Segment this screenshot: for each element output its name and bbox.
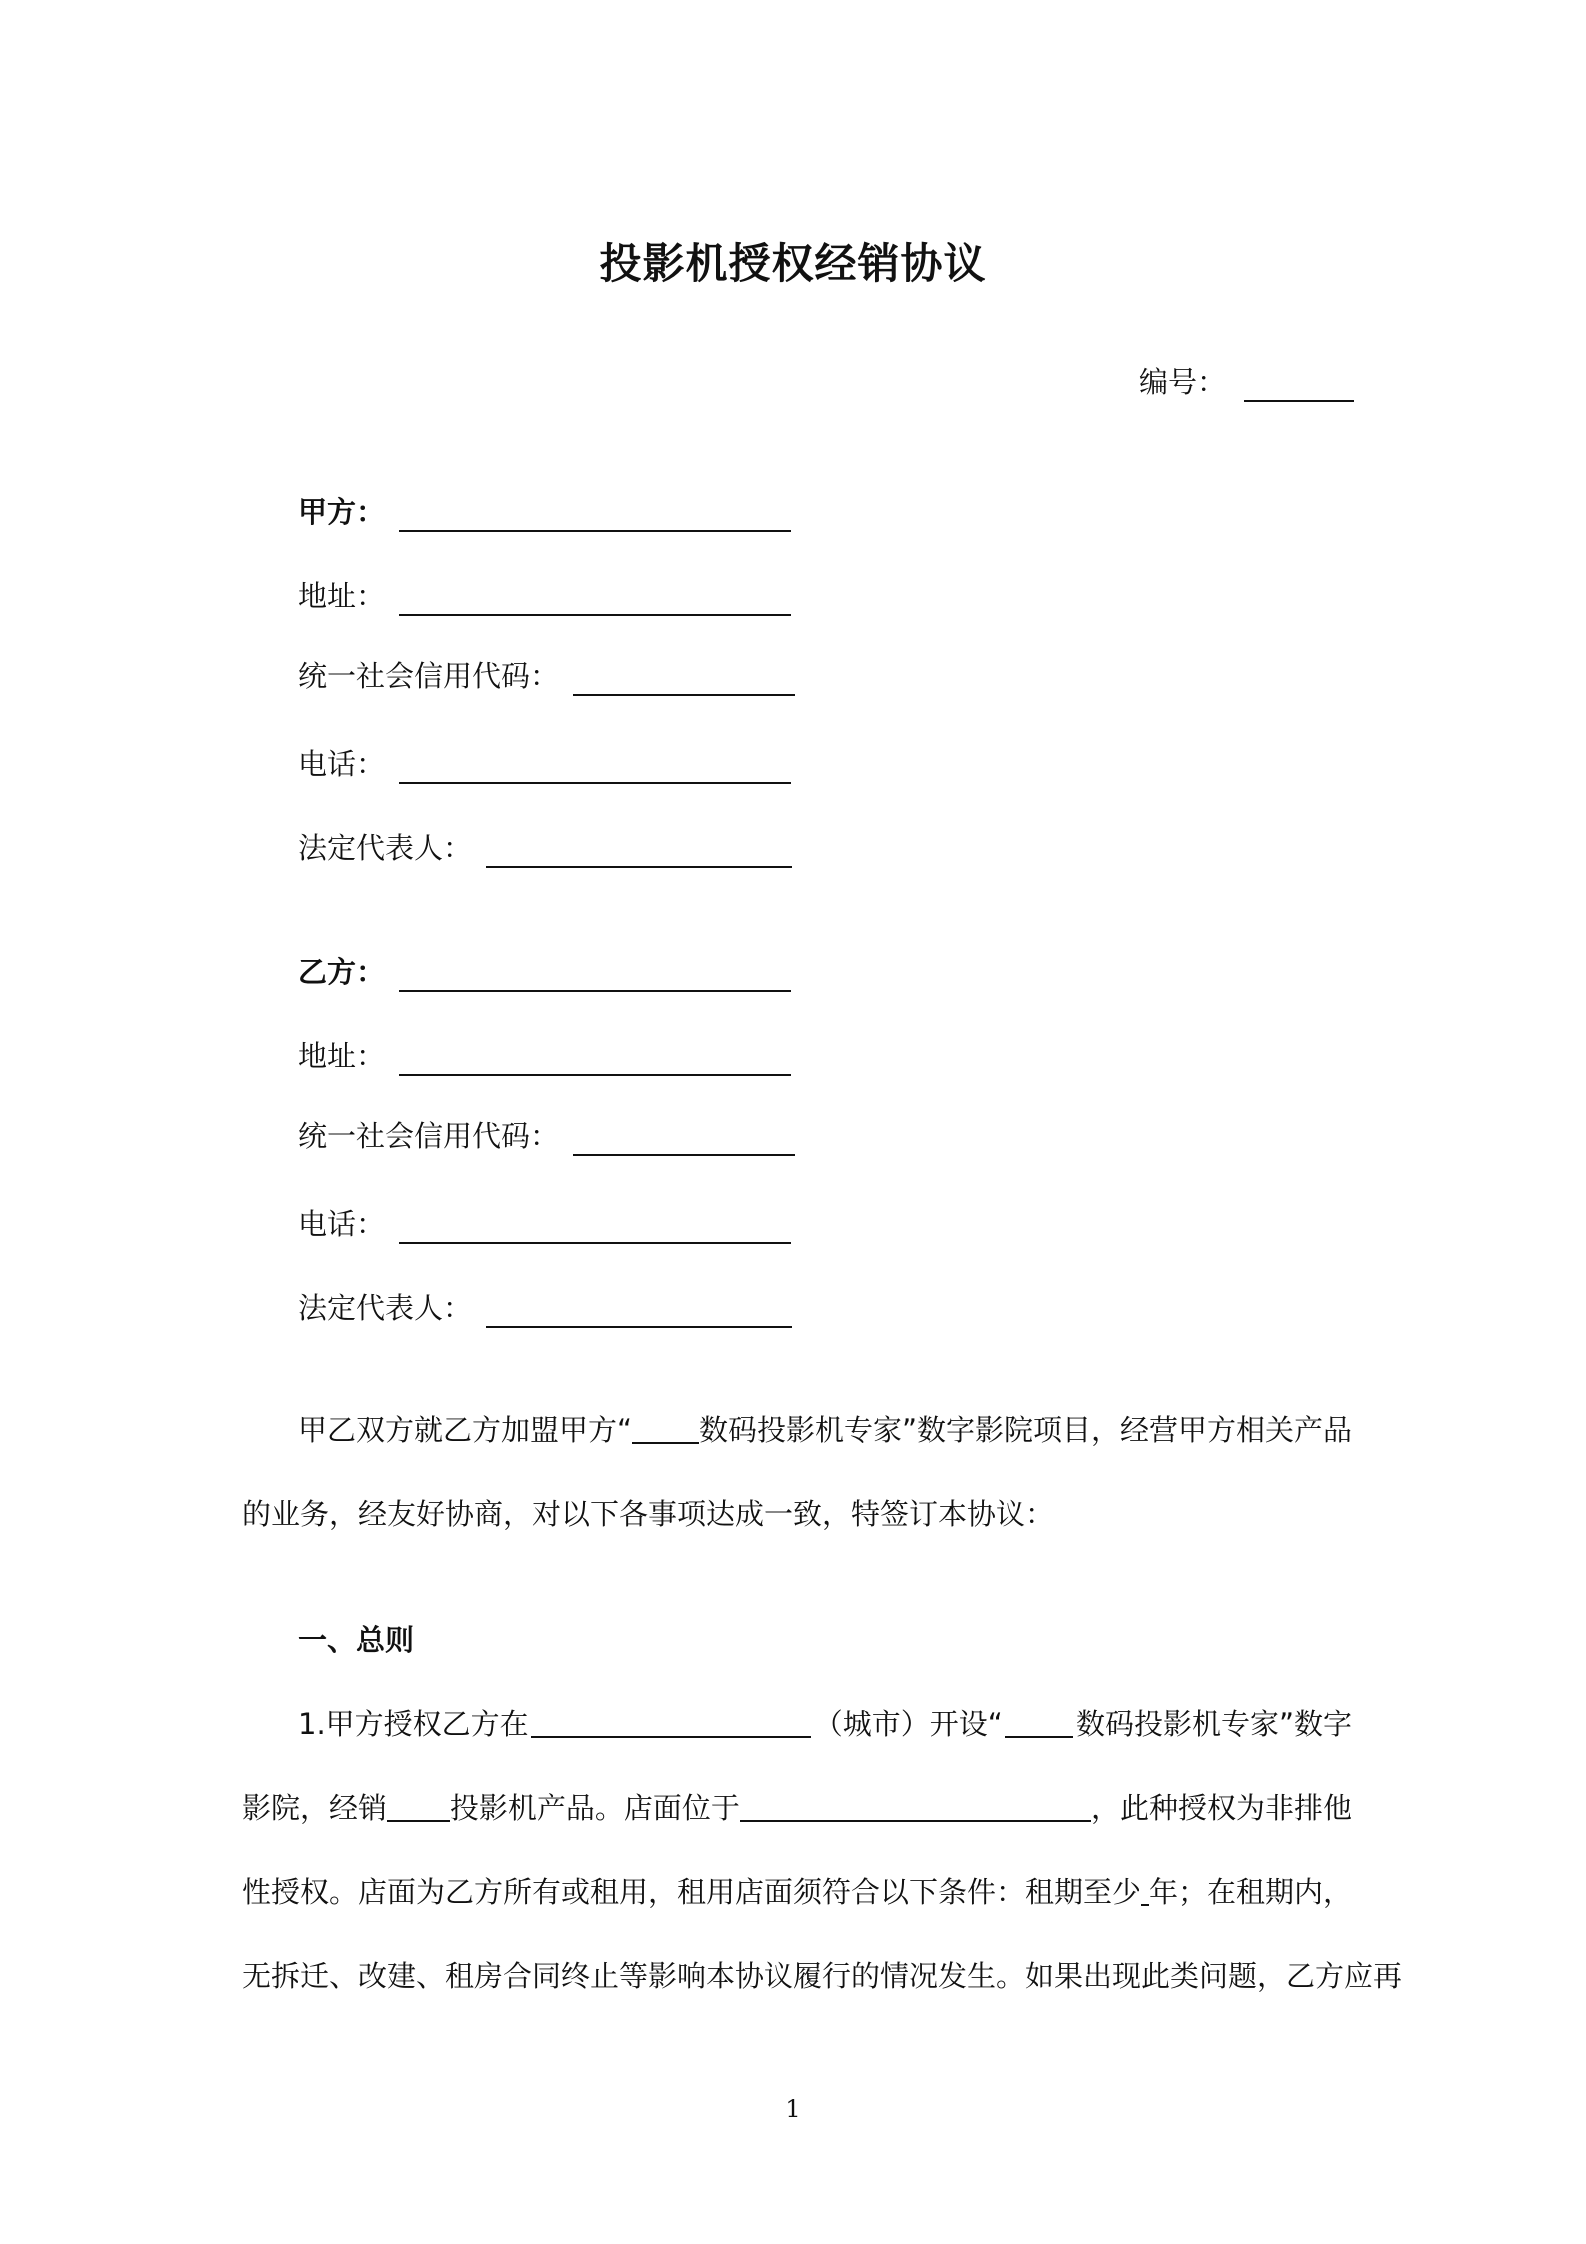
party-b-credit-code-blank [573, 1120, 795, 1156]
intro-line-2: 的业务，经友好协商，对以下各事项达成一致，特签订本协议： [242, 1497, 1055, 1531]
page-number: 1 [785, 2095, 801, 2123]
section-1-line-2-a: 影院，经销 [242, 1791, 388, 1825]
serial-number-label: 编号： [1138, 365, 1226, 399]
party-b-blank [399, 956, 791, 992]
section-1-line-4: 无拆迁、改建、租房合同终止等影响本协议履行的情况发生。如果出现此类问题，乙方应再 [242, 1959, 1403, 1993]
party-a-label: 甲方： [298, 495, 386, 529]
party-a-phone-label: 电话： [298, 747, 386, 781]
section-1-line-3-a: 性授权。店面为乙方所有或租用，租用店面须符合以下条件：租期至少 [242, 1875, 1142, 1909]
party-a-credit-code-label: 统一社会信用代码： [298, 659, 560, 693]
party-b-phone-field [298, 1204, 791, 1244]
party-a-credit-code-blank [573, 660, 795, 696]
party-a-phone-field [298, 744, 791, 784]
section-1-line-3 [242, 1872, 1352, 1912]
party-b-field [298, 952, 791, 992]
party-a-address-label: 地址： [298, 579, 386, 613]
party-a-field [298, 492, 791, 532]
party-a-legal-rep-field [298, 828, 792, 868]
party-a-credit-code-field [298, 656, 795, 696]
product-brand-blank [387, 1788, 450, 1822]
section-1-line-2-b: 投影机产品。店面位于 [449, 1791, 740, 1825]
party-b-phone-blank [399, 1208, 791, 1244]
party-b-address-field [298, 1036, 791, 1076]
section-1-line-2-c: ，此种授权为非排他 [1090, 1791, 1352, 1825]
party-b-phone-label: 电话： [298, 1207, 386, 1241]
section-1-line-2 [242, 1788, 1352, 1828]
party-a-legal-rep-blank [486, 832, 792, 868]
serial-number-blank [1244, 366, 1354, 402]
party-a-blank [399, 496, 791, 532]
brand-blank [1005, 1704, 1073, 1738]
document-title: 投影机授权经销协议 [599, 239, 987, 288]
serial-number-field [1139, 362, 1354, 402]
party-b-address-blank [399, 1040, 791, 1076]
intro-line-1-a: 甲乙双方就乙方加盟甲方“ [298, 1413, 633, 1447]
lease-years-blank [1141, 1872, 1149, 1906]
party-a-address-field [298, 576, 791, 616]
section-1-line-1-c: 数码投影机专家”数字 [1075, 1707, 1352, 1741]
party-b-credit-code-label: 统一社会信用代码： [298, 1119, 560, 1153]
section-1-line-1 [298, 1704, 1352, 1744]
party-b-legal-rep-blank [486, 1292, 792, 1328]
party-b-legal-rep-field [298, 1288, 792, 1328]
party-b-address-label: 地址： [298, 1039, 386, 1073]
party-b-legal-rep-label: 法定代表人： [298, 1291, 473, 1325]
party-a-address-blank [399, 580, 791, 616]
section-1-heading: 一、总则 [298, 1623, 415, 1657]
party-a-legal-rep-label: 法定代表人： [298, 831, 473, 865]
store-location-blank [740, 1788, 1091, 1822]
intro-line-1-b: 数码投影机专家”数字影院项目，经营甲方相关产品 [698, 1413, 1352, 1447]
section-1-line-1-b: （城市）开设“ [813, 1707, 1003, 1741]
intro-line-1 [298, 1410, 1352, 1450]
intro-brand-blank [632, 1410, 699, 1444]
section-1-line-3-b: 年；在租期内， [1148, 1875, 1352, 1909]
section-1-line-1-a: 1.甲方授权乙方在 [298, 1707, 529, 1741]
party-b-label: 乙方： [298, 955, 386, 989]
party-b-credit-code-field [298, 1116, 795, 1156]
party-a-phone-blank [399, 748, 791, 784]
city-blank [531, 1704, 811, 1738]
